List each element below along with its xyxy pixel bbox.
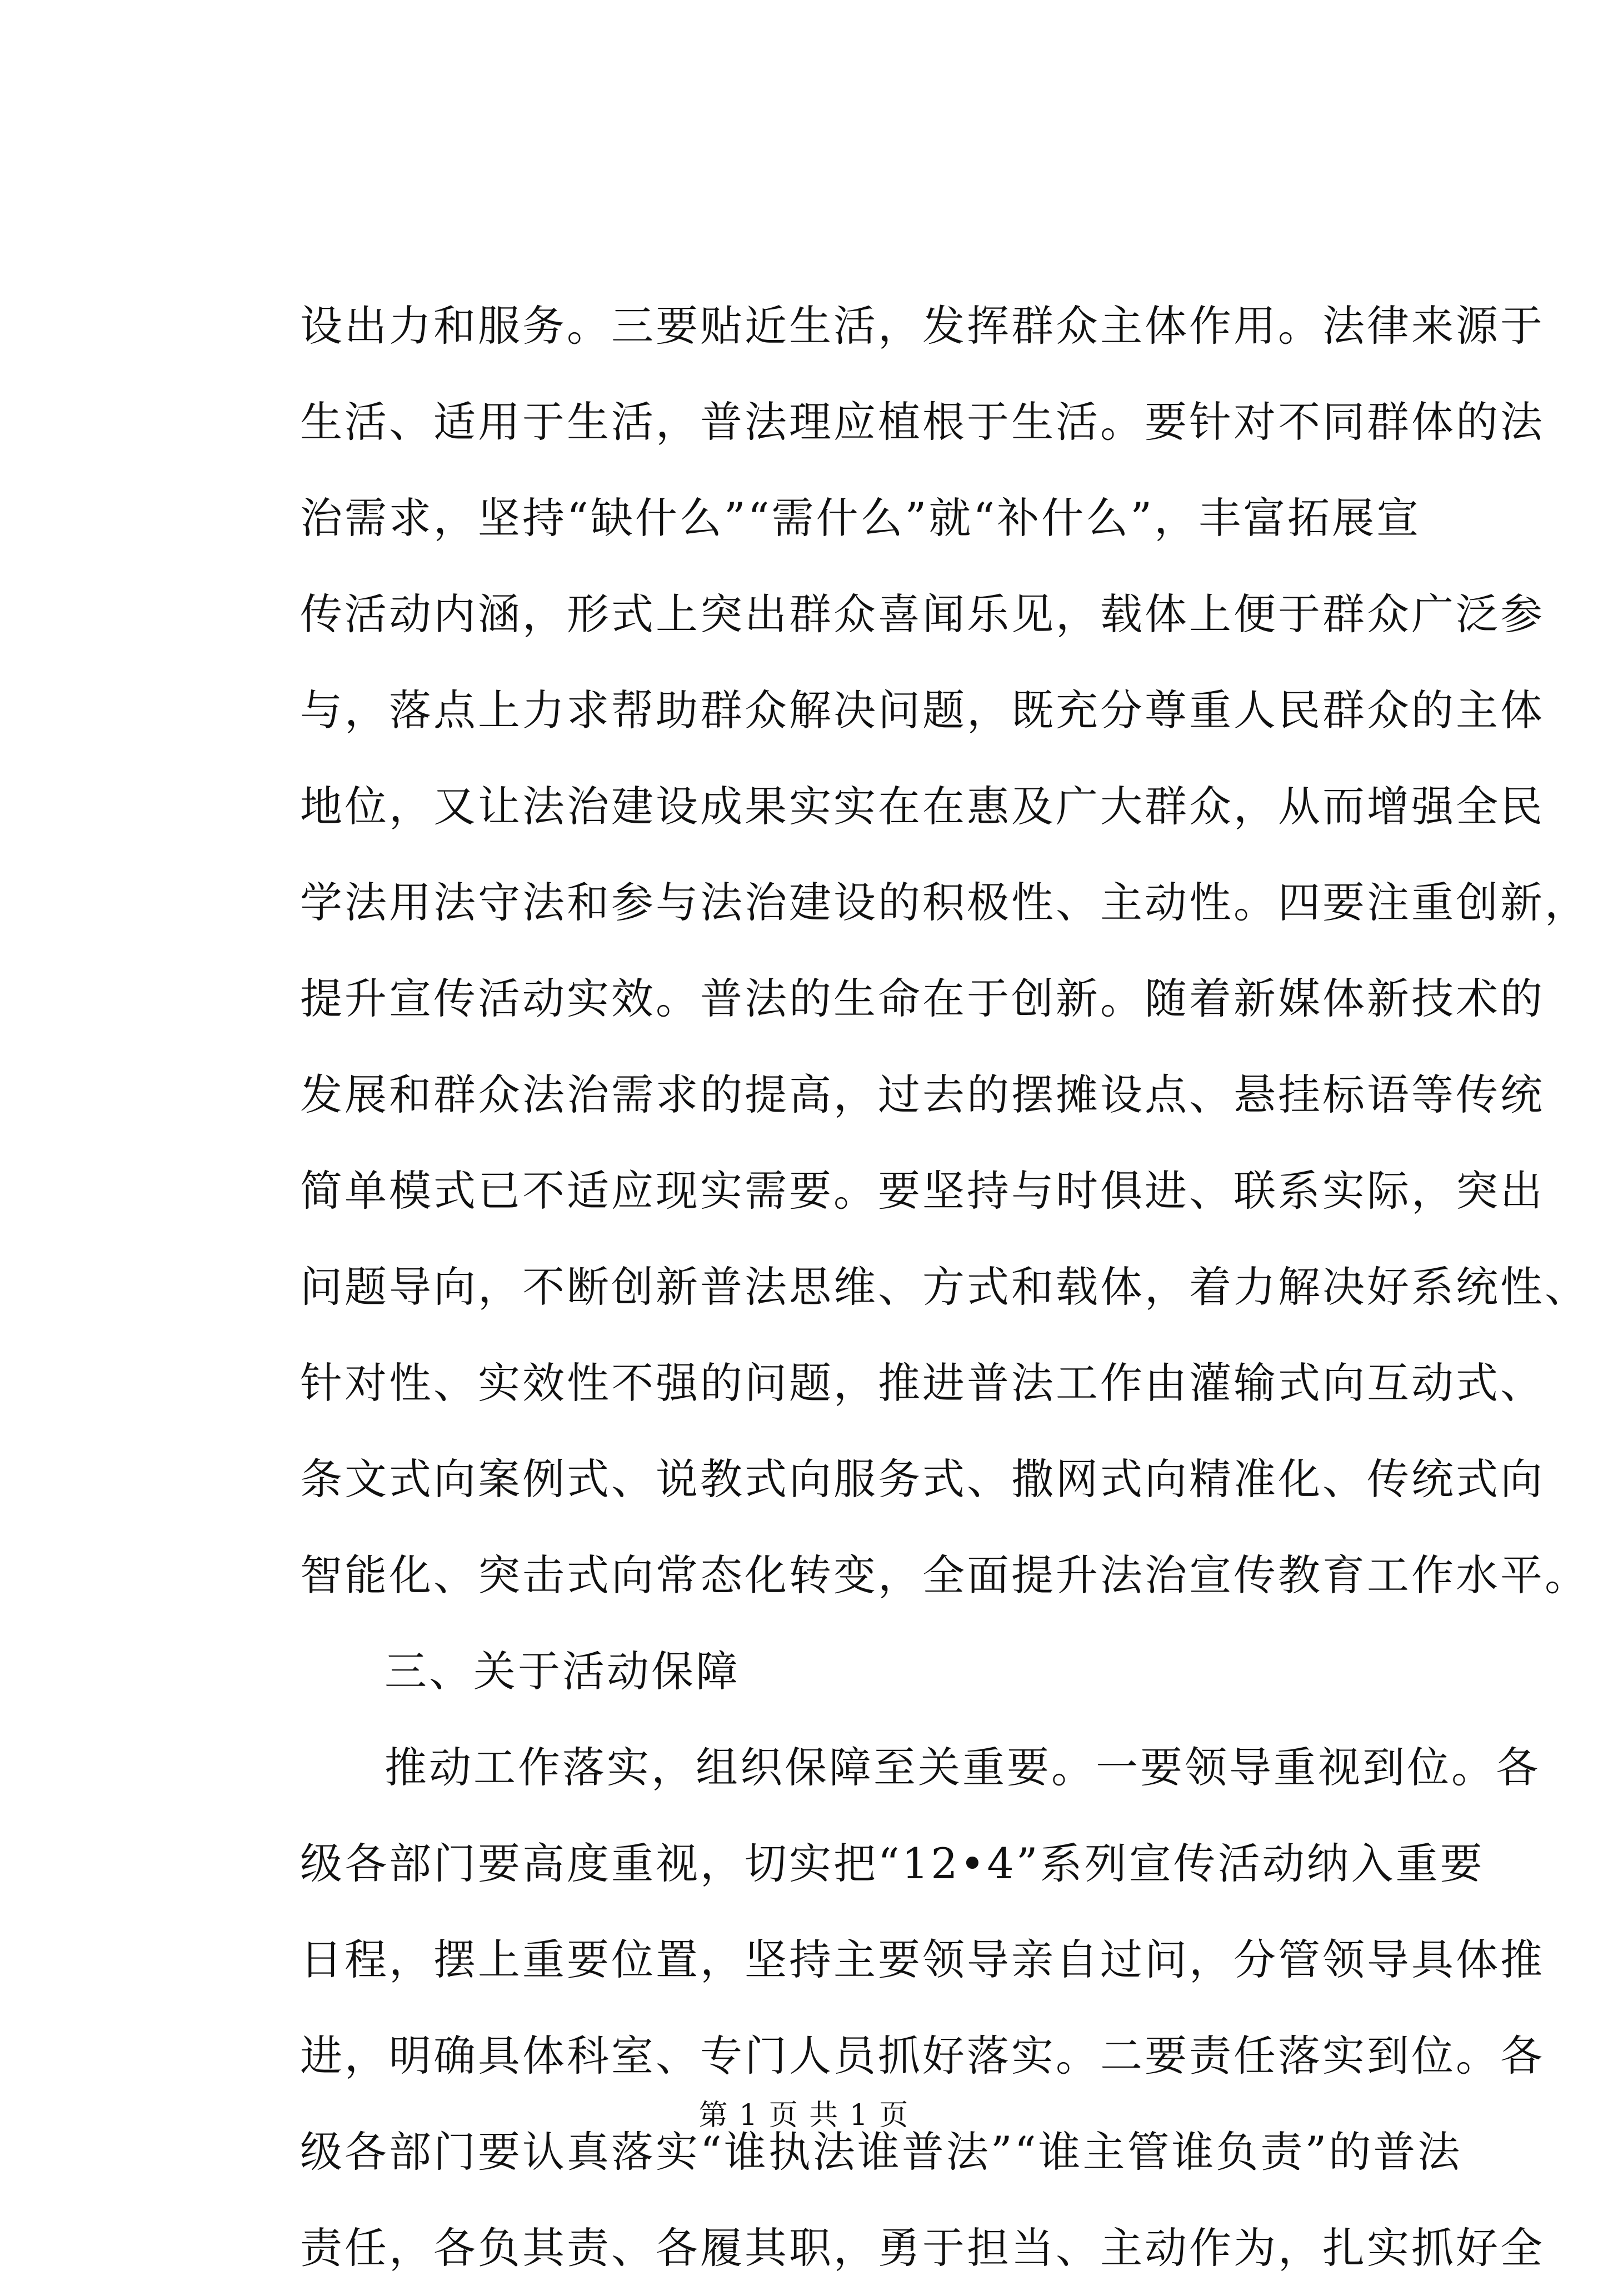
paragraph-line: 进，明确具体科室、专门人员抓好落实。二要责任落实到位。各 — [300, 2031, 1545, 2080]
paragraph-line: 问题导向，不断创新普法思维、方式和载体，着力解决好系统性、 — [300, 1262, 1589, 1312]
paragraph-line: 提升宣传活动实效。普法的生命在于创新。随着新媒体新技术的 — [300, 974, 1545, 1023]
paragraph-line: 学法用法守法和参与法治建设的积极性、主动性。四要注重创新， — [300, 878, 1589, 927]
paragraph-line: 地位，又让法治建设成果实实在在惠及广大群众，从而增强全民 — [300, 782, 1545, 831]
paragraph-line: 发展和群众法治需求的提高，过去的摆摊设点、悬挂标语等传统 — [300, 1070, 1545, 1119]
paragraph-line: 设出力和服务。三要贴近生活，发挥群众主体作用。法律来源于 — [300, 301, 1545, 351]
paragraph-line: 智能化、突击式向常态化转变，全面提升法治宣传教育工作水平。 — [300, 1550, 1589, 1600]
paragraph-line: 生活、适用于生活，普法理应植根于生活。要针对不同群体的法 — [300, 397, 1545, 447]
paragraph-line: 治需求，坚持“缺什么”“需什么”就“补什么”，丰富拓展宣 — [300, 493, 1421, 543]
paragraph-line: 推动工作落实，组织保障至关重要。一要领导重视到位。各 — [384, 1743, 1540, 1792]
page-footer: 第 1 页 共 1 页 — [698, 2099, 910, 2132]
section-heading: 三、关于活动保障 — [384, 1647, 740, 1696]
paragraph-line: 级各部门要高度重视，切实把“12•4”系列宣传活动纳入重要 — [300, 1839, 1485, 1888]
paragraph-line: 简单模式已不适应现实需要。要坚持与时俱进、联系实际，突出 — [300, 1166, 1545, 1215]
paragraph-line: 级各部门要认真落实“谁执法谁普法”“谁主管谁负责”的普法 — [300, 2127, 1462, 2177]
paragraph-line: 传活动内涵，形式上突出群众喜闻乐见，载体上便于群众广泛参 — [300, 589, 1545, 639]
paragraph-line: 针对性、实效性不强的问题，推进普法工作由灌输式向互动式、 — [300, 1358, 1545, 1408]
paragraph-line: 责任，各负其责、各履其职，勇于担当、主动作为，扎实抓好全 — [300, 2223, 1545, 2273]
paragraph-line: 条文式向案例式、说教式向服务式、撒网式向精准化、传统式向 — [300, 1454, 1545, 1504]
document-body — [300, 278, 1589, 2296]
paragraph-line: 日程，摆上重要位置，坚持主要领导亲自过问，分管领导具体推 — [300, 1935, 1545, 1984]
paragraph-line: 与，落点上力求帮助群众解决问题，既充分尊重人民群众的主体 — [300, 686, 1545, 735]
